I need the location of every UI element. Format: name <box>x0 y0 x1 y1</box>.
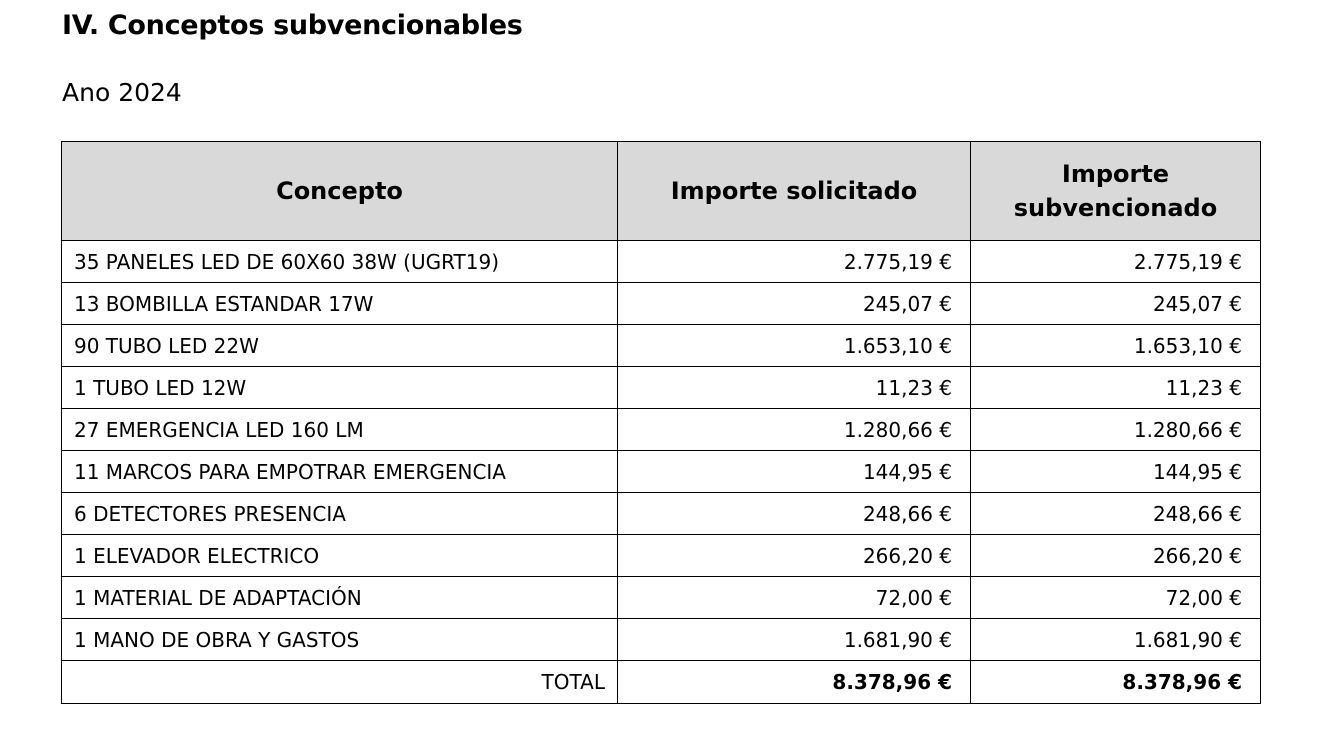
requested-amount-cell: 2.775,19 € <box>618 241 971 283</box>
total-row <box>62 661 1261 704</box>
table-row <box>62 367 1261 409</box>
requested-amount-cell: 245,07 € <box>618 283 971 325</box>
concept-cell: 1 MANO DE OBRA Y GASTOS <box>62 619 618 661</box>
concept-cell: 13 BOMBILLA ESTANDAR 17W <box>62 283 618 325</box>
requested-amount-cell: 1.653,10 € <box>618 325 971 367</box>
table-row <box>62 493 1261 535</box>
table-row <box>62 241 1261 283</box>
requested-amount-cell: 1.681,90 € <box>618 619 971 661</box>
table-row <box>62 283 1261 325</box>
concept-cell: 1 MATERIAL DE ADAPTACIÓN <box>62 577 618 619</box>
table-row <box>62 409 1261 451</box>
requested-amount-cell: 144,95 € <box>618 451 971 493</box>
granted-amount-cell: 1.280,66 € <box>971 409 1261 451</box>
granted-amount-cell: 1.653,10 € <box>971 325 1261 367</box>
granted-amount-cell: 266,20 € <box>971 535 1261 577</box>
concept-cell: 1 TUBO LED 12W <box>62 367 618 409</box>
requested-amount-cell: 1.280,66 € <box>618 409 971 451</box>
table-row <box>62 535 1261 577</box>
year-label: Ano 2024 <box>62 78 182 107</box>
concept-cell: 1 ELEVADOR ELECTRICO <box>62 535 618 577</box>
granted-amount-cell: 245,07 € <box>971 283 1261 325</box>
header-requested: Importe solicitado <box>618 142 971 241</box>
table-row <box>62 451 1261 493</box>
granted-amount-cell: 248,66 € <box>971 493 1261 535</box>
requested-amount-cell: 266,20 € <box>618 535 971 577</box>
concept-cell: 11 MARCOS PARA EMPOTRAR EMERGENCIA <box>62 451 618 493</box>
section-title: IV. Conceptos subvencionables <box>62 10 523 41</box>
total-label: TOTAL <box>62 661 618 704</box>
requested-amount-cell: 72,00 € <box>618 577 971 619</box>
total-granted-amount: 8.378,96 € <box>971 661 1261 704</box>
table-row <box>62 619 1261 661</box>
header-granted: Importe subvencionado <box>971 142 1261 241</box>
granted-amount-cell: 2.775,19 € <box>971 241 1261 283</box>
concept-cell: 90 TUBO LED 22W <box>62 325 618 367</box>
requested-amount-cell: 11,23 € <box>618 367 971 409</box>
concepts-table <box>61 141 1261 704</box>
concept-cell: 35 PANELES LED DE 60X60 38W (UGRT19) <box>62 241 618 283</box>
granted-amount-cell: 144,95 € <box>971 451 1261 493</box>
granted-amount-cell: 72,00 € <box>971 577 1261 619</box>
granted-amount-cell: 11,23 € <box>971 367 1261 409</box>
table-row <box>62 577 1261 619</box>
concept-cell: 6 DETECTORES PRESENCIA <box>62 493 618 535</box>
table-row <box>62 325 1261 367</box>
total-requested-amount: 8.378,96 € <box>618 661 971 704</box>
header-row <box>62 142 1261 241</box>
granted-amount-cell: 1.681,90 € <box>971 619 1261 661</box>
header-concept: Concepto <box>62 142 618 241</box>
requested-amount-cell: 248,66 € <box>618 493 971 535</box>
concept-cell: 27 EMERGENCIA LED 160 LM <box>62 409 618 451</box>
